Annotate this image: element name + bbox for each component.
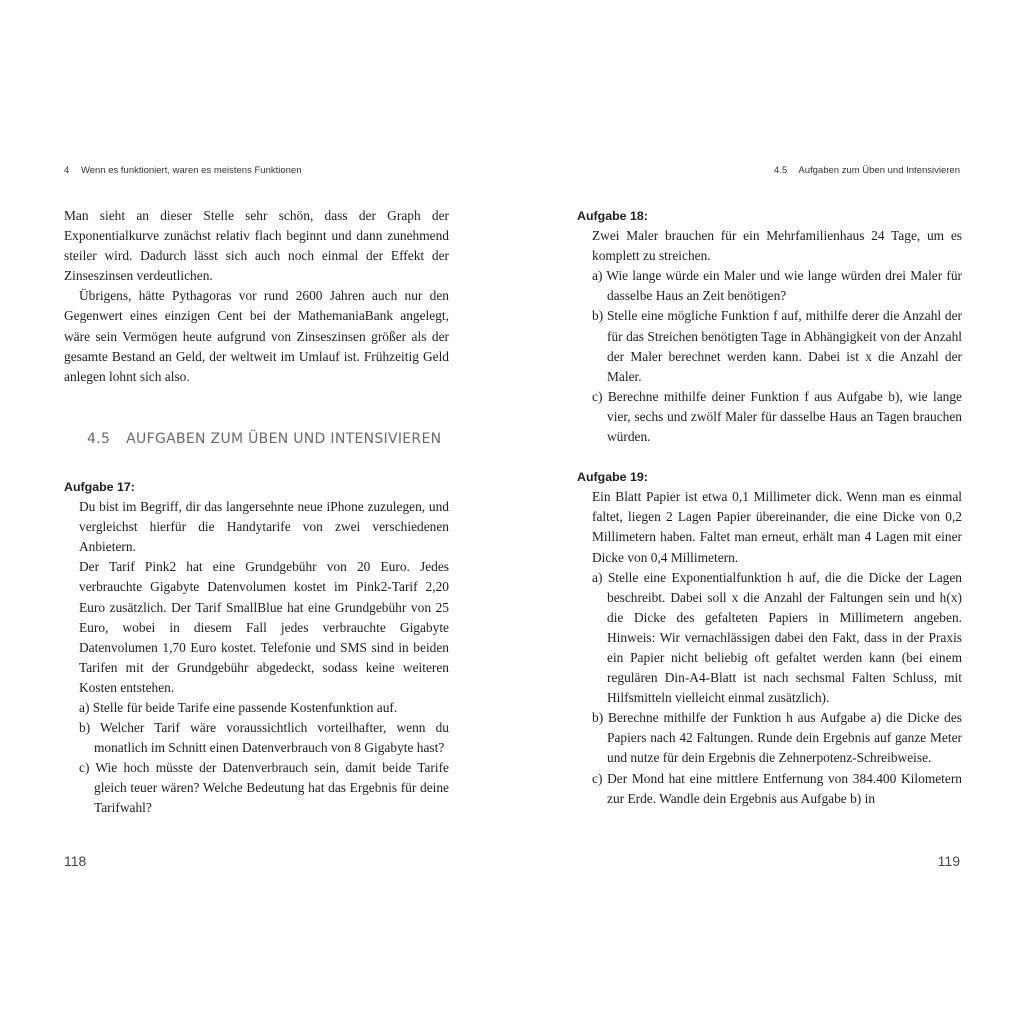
task-18-part-b: b) Stelle eine mögliche Funktion f auf, mithilfe derer die Anzahl der für das Streichen benötigten Tage in Abhängigkeit von der Anzahl der Maler berechnet werden kann. Dabei ist x die Anzahl der Maler. — [592, 308, 962, 384]
task-19-body — [577, 487, 962, 809]
paragraph: Man sieht an dieser Stelle sehr schön, dass der Graph der Exponentialkurve zunächst relativ flach beginnt und dann zunehmend steiler wird. Dadurch lässt sich auch noch einmal der Effekt der Zinseszinsen verdeutlichen. — [64, 208, 449, 284]
task-17-part-a: a) Stelle für beide Tarife eine passende Kostenfunktion auf. — [79, 699, 398, 715]
task-19-part-c: c) Der Mond hat eine mittlere Entfernung von 384.400 Kilometern zur Erde. Wandle dein Ergebnis aus Aufgabe b) in — [592, 770, 962, 806]
paragraph: Übrigens, hätte Pythagoras vor rund 2600 Jahren auch nur den Gegenwert eines einzigen Cent bei der MathemaniaBank angelegt, wäre sein Vermögen heute aufgrund von Zinseszinsen größer als der gesamte Bestand an Geld, der weltweit im Umlauf ist. Frühzeitig Geld anlegen lohnt sich also. — [64, 288, 449, 384]
section-heading — [87, 429, 449, 449]
chapter-title: Wenn es funktioniert, waren es meistens Funktionen — [80, 165, 302, 176]
section-number: 4.5 — [774, 165, 788, 176]
task-intro: Zwei Maler brauchen für ein Mehrfamilienhaus 24 Tage, um es komplett zu streichen. — [592, 228, 962, 264]
section-title: AUFGABEN ZUM ÜBEN UND INTENSIVIEREN — [126, 430, 442, 447]
left-page-body — [64, 206, 449, 819]
page-number-right: 119 — [937, 853, 960, 869]
running-head-left — [64, 165, 302, 176]
running-head-right — [774, 165, 960, 176]
task-18-body — [577, 226, 962, 447]
section-number: 4.5 — [87, 430, 111, 447]
task-17-body — [64, 497, 449, 819]
task-19-part-a: a) Stelle eine Exponentialfunktion h auf, die die Dicke der Lagen beschreibt. Dabei soll x die Anzahl der Faltungen sein und h(x) die Dicke des gefalteten Papiers in Millimetern angeben. Hinweis: Wir vernachlässigen dabei den Fakt, dass in der Praxis ein Papier nicht beliebig oft gefaltet werden kann (bei einem regulären Din-A4-Blatt ist nach sechsmal Falten Schluss, mit Hilfsmitteln vielleicht einmal zusätzlich). — [592, 569, 962, 706]
task-19-title: Aufgabe 19: — [577, 470, 648, 485]
task-18-part-c: c) Berechne mithilfe deiner Funktion f aus Aufgabe b), wie lange vier, sechs und zwölf Maler für dasselbe Haus an Tagen brauchen würden. — [592, 388, 962, 445]
task-18-part-a: a) Wie lange würde ein Maler und wie lange würden drei Maler für dasselbe Haus an Zeit benötigen? — [592, 268, 962, 304]
chapter-number: 4 — [64, 165, 70, 176]
right-page-body — [577, 206, 962, 809]
task-17-title: Aufgabe 17: — [64, 479, 135, 494]
task-19-part-b: b) Berechne mithilfe der Funktion h aus Aufgabe a) die Dicke des Papiers nach 42 Faltungen. Runde dein Ergebnis auf ganze Meter und nutze für dein Ergebnis die Zehnerpotenz-Schreibweise. — [592, 710, 962, 766]
page-number-left: 118 — [64, 853, 87, 869]
task-intro: Der Tarif Pink2 hat eine Grundgebühr von 20 Euro. Jedes verbrauchte Gigabyte Datenvolumen kostet im Pink2-Tarif 2,20 Euro zusätzlich. Der Tarif SmallBlue hat eine Grundgebühr von 25 Euro, wobei in diesem Fall jedes verbrauchte Gigabyte Datenvolumen 1,70 Euro kostet. Telefonie und SMS sind in beiden Tarifen mit der Grundgebühr abgedeckt, sodass keine weiteren Kosten entstehen. — [79, 559, 449, 695]
section-title: Aufgaben zum Üben und Intensivieren — [798, 165, 960, 176]
task-18-title: Aufgabe 18: — [577, 209, 648, 223]
task-intro: Ein Blatt Papier ist etwa 0,1 Millimeter dick. Wenn man es einmal faltet, liegen 2 Lagen Papier übereinander, die eine Dicke von 0,2 Millimetern haben. Faltet man erneut, erhält man 4 Lagen mit einer Dicke von 0,4 Millimetern. — [592, 489, 962, 565]
task-intro: Du bist im Begriff, dir das langersehnte neue iPhone zuzulegen, und vergleichst hierfür die Handytarife von zwei verschiedenen Anbietern. — [79, 499, 449, 555]
task-17-part-b: b) Welcher Tarif wäre voraussichtlich vorteilhafter, wenn du monatlich im Schnitt einen Datenverbrauch von 8 Gigabyte hast? — [79, 720, 449, 756]
task-17-part-c: c) Wie hoch müsste der Datenverbrauch sein, damit beide Tarife gleich teuer wären? Welche Bedeutung hat das Ergebnis für deine Tarifwahl? — [79, 760, 449, 816]
